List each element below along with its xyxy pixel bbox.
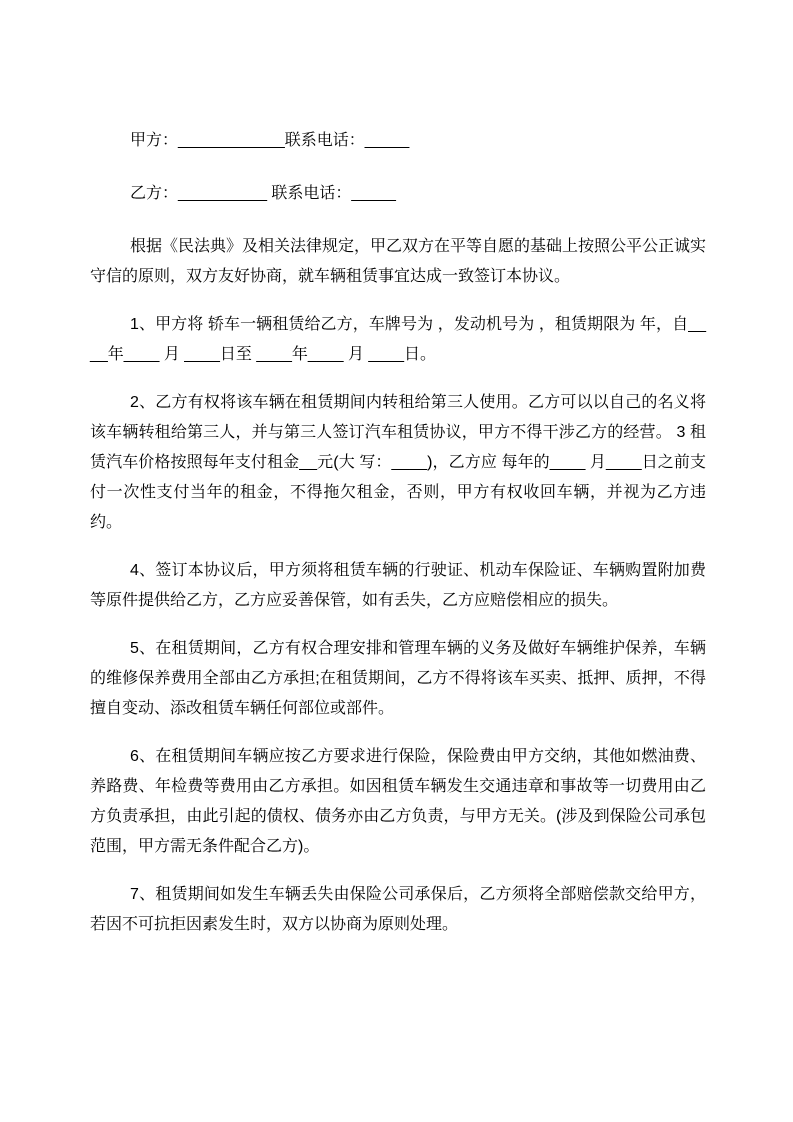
clause-5: 5、在租赁期间，乙方有权合理安排和管理车辆的义务及做好车辆维护保养，车辆的维修保养费用全部由乙方承担;在租赁期间，乙方不得将该车买卖、抵押、质押，不得擅自变动、添改租赁车辆任何部位或部件。 — [90, 640, 706, 717]
party-b-line: 乙方：__________ 联系电话：_____ — [130, 185, 396, 202]
clause-4: 4、签订本协议后，甲方须将租赁车辆的行驶证、机动车保险证、车辆购置附加费等原件提供给乙方，乙方应妥善保管，如有丢失，乙方应赔偿相应的损失。 — [90, 562, 706, 609]
clause-6: 6、在租赁期间车辆应按乙方要求进行保险，保险费由甲方交纳，其他如燃油费、养路费、年检费等费用由乙方承担。如因租赁车辆发生交通违章和事故等一切费用由乙方负责承担，由此引起的债权、债务亦由乙方负责，与甲方无关。(涉及到保险公司承包范围，甲方需无条件配合乙方)。 — [90, 748, 706, 855]
clause-7: 7、租赁期间如发生车辆丢失由保险公司承保后，乙方须将全部赔偿款交给甲方，若因不可抗拒因素发生时，双方以协商为原则处理。 — [90, 886, 706, 933]
clause-2-3: 2、乙方有权将该车辆在租赁期间内转租给第三人使用。乙方可以以自己的名义将该车辆转租给第三人，并与第三人签订汽车租赁协议，甲方不得干涉乙方的经营。 3 租赁汽车价格按照每年支付租金__元(大 写：____)，乙方应 每年的____ 月____日之前支付一次性支付当年的租金，不得拖欠租金，否则，甲方有权收回车辆，并视为乙方违约。 — [90, 394, 706, 531]
party-a-line: 甲方：____________联系电话：_____ — [130, 132, 410, 149]
clause-1: 1、甲方将 轿车一辆租赁给乙方，车牌号为 ，发动机号为 ，租赁期限为 年，自____年____ 月 ____日至 ____年____ 月 ____日。 — [90, 316, 706, 363]
preamble-paragraph: 根据《民法典》及相关法律规定，甲乙双方在平等自愿的基础上按照公平公正诚实守信的原则，双方友好协商，就车辆租赁事宜达成一致签订本协议。 — [90, 238, 707, 285]
